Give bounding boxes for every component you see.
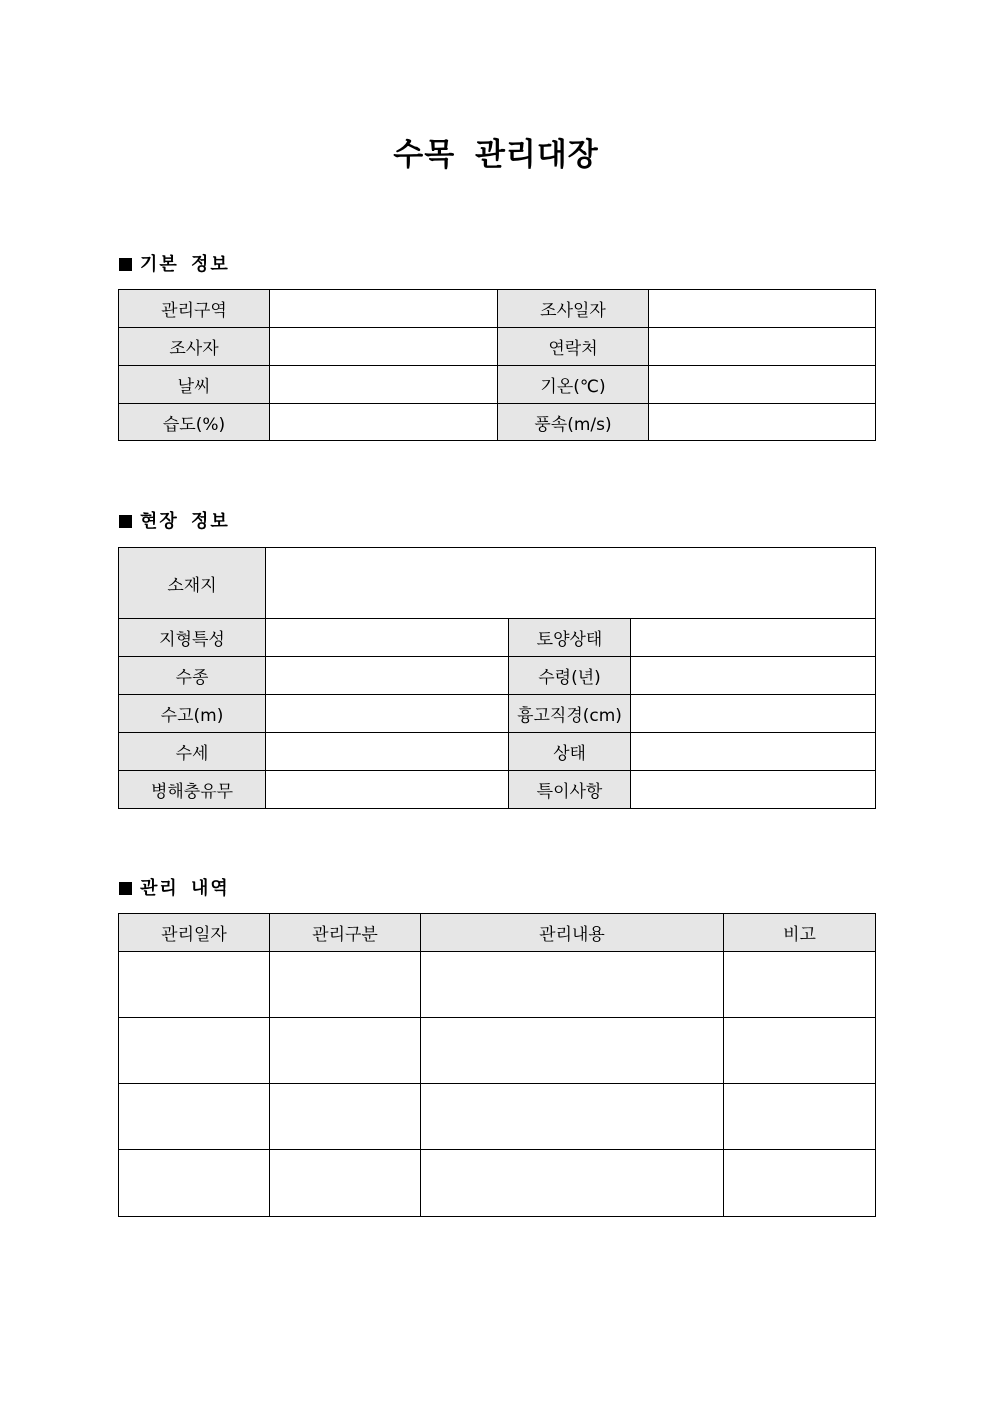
column-header: 관리구분 [270, 914, 421, 952]
tree-age-field[interactable] [631, 657, 876, 695]
document-title: 수목 관리대장 [393, 137, 599, 173]
area-label: 관리구역 [119, 290, 270, 328]
humidity-field[interactable] [270, 404, 498, 441]
tree-age-label: 수령(년) [509, 657, 631, 695]
surveyor-field[interactable] [270, 328, 498, 366]
weather-field[interactable] [270, 366, 498, 404]
site-info-heading [119, 510, 230, 534]
site-info-row [119, 657, 876, 695]
tree-height-field[interactable] [266, 695, 509, 733]
basic-info-row [119, 290, 876, 328]
vigor-field[interactable] [266, 733, 509, 771]
dbh-label: 흉고직경(cm) [509, 695, 631, 733]
basic-info-row [119, 328, 876, 366]
note-cell[interactable] [724, 1150, 876, 1217]
site-info-row [119, 619, 876, 657]
management-content-cell[interactable] [421, 952, 724, 1018]
site-info-table [118, 547, 876, 809]
management-type-cell[interactable] [270, 1018, 421, 1084]
wind-speed-field[interactable] [649, 404, 876, 441]
surveyor-label: 조사자 [119, 328, 270, 366]
management-date-cell[interactable] [119, 952, 270, 1018]
note-cell[interactable] [724, 952, 876, 1018]
management-history-heading-text: 관리 내역 [140, 878, 230, 899]
table-row [119, 1018, 876, 1084]
weather-label: 날씨 [119, 366, 270, 404]
temperature-label: 기온(℃) [498, 366, 649, 404]
note-cell[interactable] [724, 1084, 876, 1150]
pest-presence-field[interactable] [266, 771, 509, 809]
basic-info-heading [119, 253, 230, 277]
contact-field[interactable] [649, 328, 876, 366]
management-type-cell[interactable] [270, 952, 421, 1018]
management-history-heading [119, 877, 230, 901]
note-cell[interactable] [724, 1018, 876, 1084]
species-field[interactable] [266, 657, 509, 695]
area-field[interactable] [270, 290, 498, 328]
dbh-field[interactable] [631, 695, 876, 733]
wind-speed-label: 풍속(m/s) [498, 404, 649, 441]
location-field[interactable] [266, 548, 876, 619]
management-date-cell[interactable] [119, 1018, 270, 1084]
column-header: 관리일자 [119, 914, 270, 952]
management-content-cell[interactable] [421, 1084, 724, 1150]
survey-date-field[interactable] [649, 290, 876, 328]
survey-date-label: 조사일자 [498, 290, 649, 328]
temperature-field[interactable] [649, 366, 876, 404]
square-bullet-icon [119, 882, 132, 895]
site-info-heading-text: 현장 정보 [140, 511, 230, 532]
status-field[interactable] [631, 733, 876, 771]
contact-label: 연락처 [498, 328, 649, 366]
basic-info-row [119, 366, 876, 404]
soil-condition-label: 토양상태 [509, 619, 631, 657]
tree-height-label: 수고(m) [119, 695, 266, 733]
remarks-label: 특이사항 [509, 771, 631, 809]
management-content-cell[interactable] [421, 1018, 724, 1084]
location-label: 소재지 [119, 548, 266, 619]
square-bullet-icon [119, 515, 132, 528]
history-header-row [119, 914, 876, 952]
management-history-table [118, 913, 876, 1217]
column-header: 관리내용 [421, 914, 724, 952]
table-row [119, 1084, 876, 1150]
species-label: 수종 [119, 657, 266, 695]
pest-presence-label: 병해충유무 [119, 771, 266, 809]
column-header: 비고 [724, 914, 876, 952]
humidity-label: 습도(%) [119, 404, 270, 441]
vigor-label: 수세 [119, 733, 266, 771]
status-label: 상태 [509, 733, 631, 771]
management-type-cell[interactable] [270, 1084, 421, 1150]
basic-info-row [119, 404, 876, 441]
basic-info-heading-text: 기본 정보 [140, 254, 230, 275]
site-info-row [119, 695, 876, 733]
site-info-row [119, 733, 876, 771]
management-date-cell[interactable] [119, 1084, 270, 1150]
basic-info-table [118, 289, 876, 441]
management-date-cell[interactable] [119, 1150, 270, 1217]
square-bullet-icon [119, 258, 132, 271]
location-row [119, 548, 876, 619]
terrain-label: 지형특성 [119, 619, 266, 657]
table-row [119, 952, 876, 1018]
management-type-cell[interactable] [270, 1150, 421, 1217]
table-row [119, 1150, 876, 1217]
terrain-field[interactable] [266, 619, 509, 657]
remarks-field[interactable] [631, 771, 876, 809]
soil-condition-field[interactable] [631, 619, 876, 657]
management-content-cell[interactable] [421, 1150, 724, 1217]
site-info-row [119, 771, 876, 809]
